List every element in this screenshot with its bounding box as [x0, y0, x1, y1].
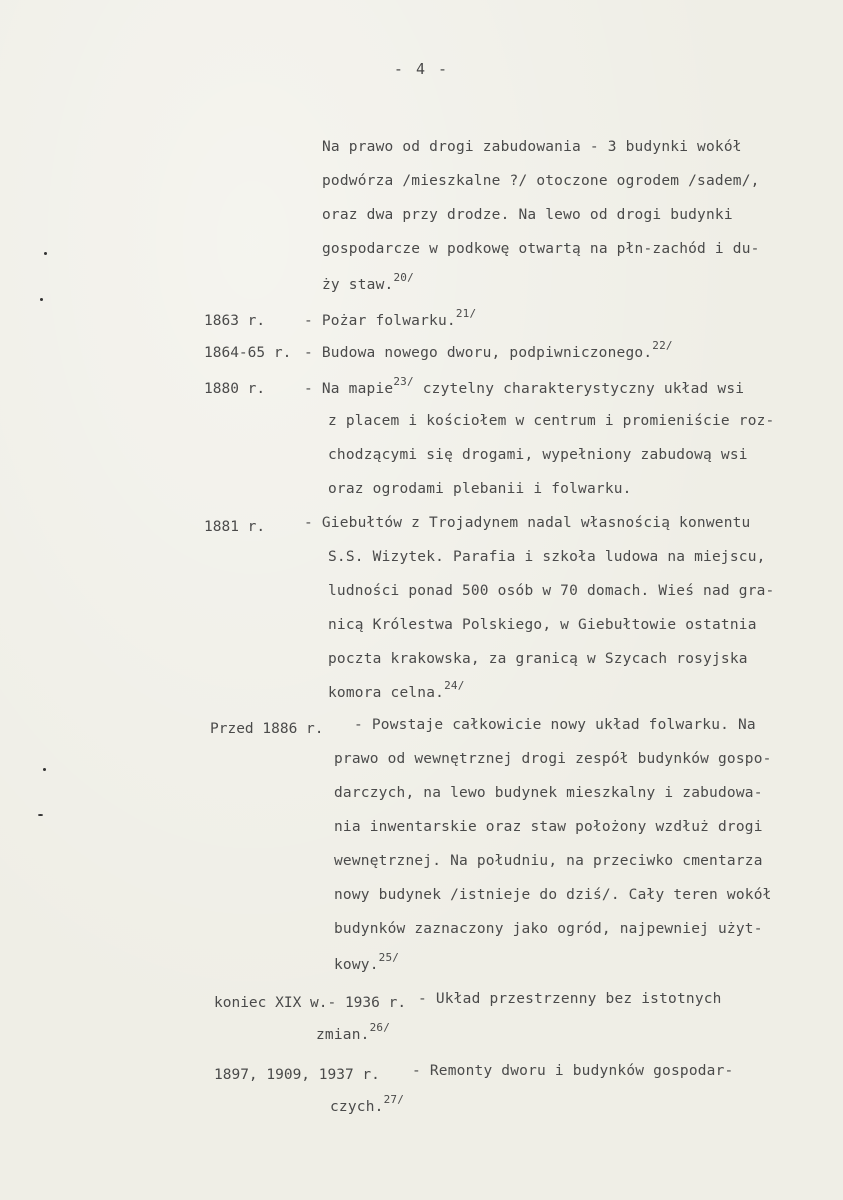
intro-line-last: ży staw.$^{20/}$ — [322, 271, 414, 293]
entry-text: ludności ponad 500 osób w 70 domach. Wieś nad gra- — [328, 583, 775, 599]
footnote-ref: 21/ — [455, 307, 477, 320]
intro-line: gospodarcze w podkowę otwartą na płn-zachód i du- — [322, 241, 760, 257]
entry-text: - Giebułtów z Trojadynem nadal własnością konwentu — [304, 515, 751, 531]
entry-text: zmian.$^{26/}$ — [316, 1021, 391, 1043]
entry-date: 1864-65 r. — [204, 345, 292, 361]
margin-dot — [44, 252, 47, 255]
entry-text: chodzącymi się drogami, wypełniony zabudową wsi — [328, 447, 748, 463]
entry-text: S.S. Wizytek. Parafia i szkoła ludowa na miejscu, — [328, 549, 766, 565]
margin-dot — [43, 768, 46, 771]
entry-text: czych.$^{27/}$ — [330, 1093, 405, 1115]
entry-date: Przed 1886 r. — [210, 721, 324, 737]
footnote-ref: 27/ — [383, 1093, 405, 1106]
entry-text: oraz ogrodami plebanii i folwarku. — [328, 481, 632, 497]
entry-text: - Na mapie$^{23/}$ czytelny charakterystyczny układ wsi — [304, 375, 745, 397]
intro-line: Na prawo od drogi zabudowania - 3 budynki wokół — [322, 139, 742, 155]
footnote-ref: 23/ — [393, 375, 414, 388]
entry-text: - Układ przestrzenny bez istotnych — [418, 991, 722, 1007]
footnote-ref: 20/ — [393, 271, 414, 284]
page-number: - 4 - — [393, 60, 450, 78]
margin-dot — [40, 298, 43, 301]
entry-text: nia inwentarskie oraz staw położony wzdłuż drogi — [334, 819, 763, 835]
entry-text: poczta krakowska, za granicą w Szycach rosyjska — [328, 651, 748, 667]
intro-line: podwórza /mieszkalne ?/ otoczone ogrodem /sadem/, — [322, 173, 760, 189]
entry-text: kowy.$^{25/}$ — [334, 951, 400, 973]
entry-text: wewnętrznej. Na południu, na przeciwko cmentarza — [334, 853, 763, 869]
entry-text: - Remonty dworu i budynków gospodar- — [412, 1063, 734, 1079]
entry-date: 1881 r. — [204, 519, 266, 535]
entry-date: koniec XIX w.- 1936 r. — [214, 995, 407, 1011]
intro-line: oraz dwa przy drodze. Na lewo od drogi budynki — [322, 207, 733, 223]
entry-text: nicą Królestwa Polskiego, w Giebułtowie ostatnia — [328, 617, 757, 633]
entry-date: 1863 r. — [204, 313, 266, 329]
entry-text: nowy budynek /istnieje do dziś/. Cały teren wokół — [334, 887, 772, 903]
footnote-ref: 22/ — [652, 339, 673, 352]
entry-date: 1897, 1909, 1937 r. — [214, 1067, 380, 1083]
footnote-ref: 25/ — [378, 951, 400, 964]
entry-date: 1880 r. — [204, 381, 266, 397]
entry-text: darczych, na lewo budynek mieszkalny i zabudowa- — [334, 785, 763, 801]
footnote-ref: 24/ — [444, 679, 465, 692]
footnote-ref: 26/ — [369, 1021, 391, 1034]
entry-text: prawo od wewnętrznej drogi zespół budynków gospo- — [334, 751, 772, 767]
entry-text: budynków zaznaczony jako ogród, najpewniej użyt- — [334, 921, 763, 937]
entry-text: - Pożar folwarku.$^{21/}$ — [304, 307, 477, 329]
entry-text: - Powstaje całkowicie nowy układ folwarku. Na — [354, 717, 756, 733]
margin-dash — [38, 814, 43, 816]
entry-text: z placem i kościołem w centrum i promieniście roz- — [328, 413, 775, 429]
entry-text: - Budowa nowego dworu, podpiwniczonego.$^{22/}$ — [304, 339, 673, 361]
entry-text: komora celna.$^{24/}$ — [328, 679, 465, 701]
